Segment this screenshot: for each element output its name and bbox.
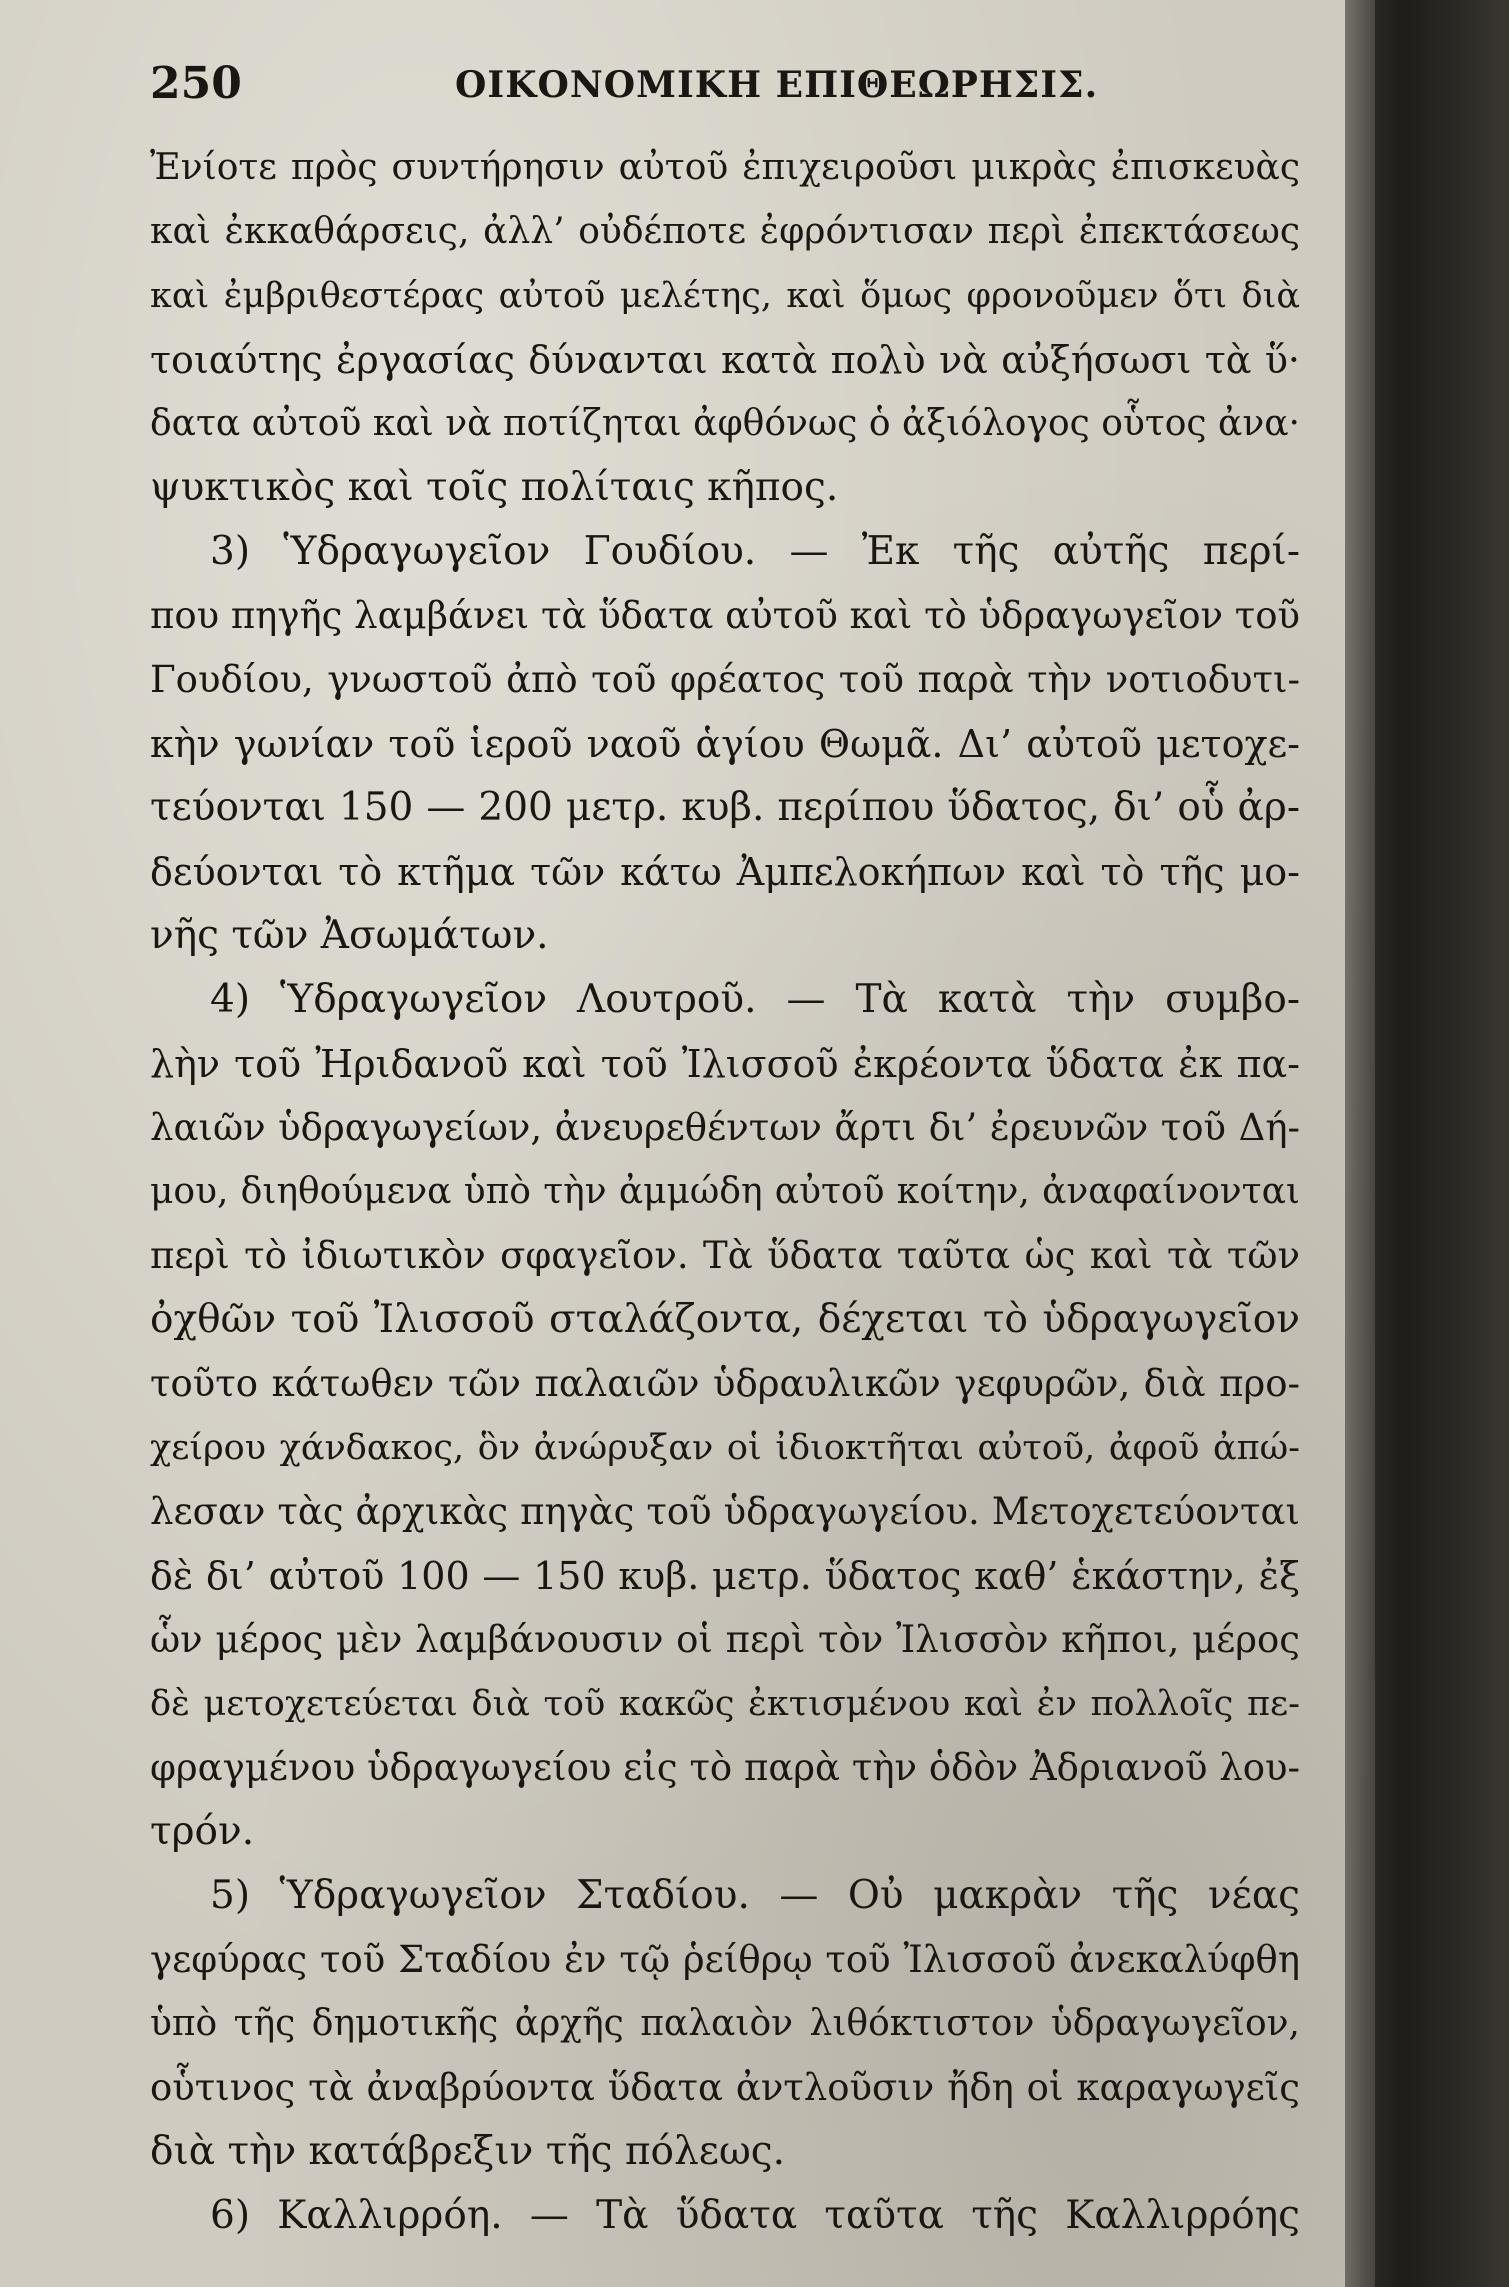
book-gutter-shadow [1345,0,1509,2287]
text-line: περὶ τὸ ἰδιωτικὸν σφαγεῖον. Τὰ ὕδατα ταῦτα ὡς καὶ τὰ τῶν [150,1234,1300,1277]
text-line: χείρου χάνδακος, ὃν ἀνώρυξαν οἱ ἰδιοκτῆται αὐτοῦ, ἀφοῦ ἀπώ- [150,1428,1300,1468]
page-number: 250 [150,58,242,109]
text-line: λὴν τοῦ Ἠριδανοῦ καὶ τοῦ Ἰλισσοῦ ἐκρέοντα ὕδατα ἐκ πα- [150,1042,1300,1086]
section-heading-line: 6) Καλλιρρόη. — Τὰ ὕδατα ταῦτα τῆς Καλλιρρόης [210,2193,1300,2238]
text-line: λεσαν τὰς ἀρχικὰς πηγὰς τοῦ ὑδραγωγείου. Μετοχετεύονται [150,1490,1300,1533]
text-line: φραγμένου ὑδραγωγείου εἰς τὸ παρὰ τὴν ὁδὸν Ἀδριανοῦ λου- [150,1746,1300,1789]
text-line: δὲ δι’ αὐτοῦ 100 — 150 κυβ. μετρ. ὕδατος καθ’ ἑκάστην, ἐξ [150,1554,1300,1598]
text-line: ὀχθῶν τοῦ Ἰλισσοῦ σταλάζοντα, δέχεται τὸ ὑδραγωγεῖον [150,1297,1300,1342]
text-line: διὰ τὴν κατάβρεξιν τῆς πόλεως. [150,2129,785,2174]
text-line: ὑπὸ τῆς δημοτικῆς ἀρχῆς παλαιὸν λιθόκτιστον ὑδραγωγεῖον, [150,2003,1300,2044]
text-line: μου, διηθούμενα ὑπὸ τὴν ἀμμώδη αὐτοῦ κοίτην, ἀναφαίνονται [150,1171,1300,1212]
text-line: δατα αὐτοῦ καὶ νὰ ποτίζηται ἀφθόνως ὁ ἀξιόλογος οὗτος ἀνα· [150,403,1300,444]
text-line: που πηγῆς λαμβάνει τὰ ὕδατα αὐτοῦ καὶ τὸ ὑδραγωγεῖον τοῦ [150,594,1300,637]
text-line: Ἐνίοτε πρὸς συντήρησιν αὐτοῦ ἐπιχειροῦσι μικρὰς ἐπισκευὰς [150,147,1300,188]
text-line: τοῦτο κάτωθεν τῶν παλαιῶν ὑδραυλικῶν γεφυρῶν, διὰ προ- [150,1362,1300,1405]
body-text [150,136,1300,2248]
text-line: καὶ ἐμβριθεστέρας αὐτοῦ μελέτης, καὶ ὅμως φρονοῦμεν ὅτι διὰ [150,276,1300,316]
section-heading-line: 4) Ὑδραγωγεῖον Λουτροῦ. — Τὰ κατὰ τὴν συμβο- [210,977,1300,1022]
text-line: ὧν μέρος μὲν λαμβάνουσιν οἱ περὶ τὸν Ἰλισσὸν κῆποι, μέρος [150,1618,1300,1661]
text-line: κὴν γωνίαν τοῦ ἱεροῦ ναοῦ ἁγίου Θωμᾶ. Δι’ αὐτοῦ μετοχε- [150,722,1300,766]
page-header [150,58,1300,118]
text-line: καὶ ἐκκαθάρσεις, ἀλλ’ οὐδέποτε ἐφρόντισαν περὶ ἐπεκτάσεως [150,211,1300,252]
text-line: λαιῶν ὑδραγωγείων, ἀνευρεθέντων ἄρτι δι’ ἐρευνῶν τοῦ Δή- [150,1106,1300,1149]
text-line: τοιαύτης ἐργασίας δύνανται κατὰ πολὺ νὰ αὐξήσωσι τὰ ὕ· [150,338,1300,382]
text-line: ψυκτικὸς καὶ τοῖς πολίταις κῆπος. [150,465,839,510]
text-line: Γουδίου, γνωστοῦ ἀπὸ τοῦ φρέατος τοῦ παρὰ τὴν νοτιοδυτι- [150,658,1300,701]
running-title: ΟΙΚΟΝΟΜΙΚΗ ΕΠΙΘΕΩΡΗΣΙΣ. [455,64,1099,106]
text-line: δεύονται τὸ κτῆμα τῶν κάτω Ἀμπελοκήπων καὶ τὸ τῆς μο- [150,850,1300,894]
text-line: τρόν. [150,1809,255,1854]
text-line: γεφύρας τοῦ Σταδίου ἐν τῷ ῥείθρῳ τοῦ Ἰλισσοῦ ἀνεκαλύφθη [150,1938,1300,1981]
text-line: τεύονται 150 — 200 μετρ. κυβ. περίπου ὕδατος, δι’ οὗ ἀρ- [150,785,1300,830]
section-heading-line: 3) Ὑδραγωγεῖον Γουδίου. — Ἐκ τῆς αὐτῆς περί- [210,529,1300,574]
section-heading-line: 5) Ὑδραγωγεῖον Σταδίου. — Οὐ μακρὰν τῆς νέας [210,1873,1300,1918]
text-line: οὗτινος τὰ ἀναβρύοντα ὕδατα ἀντλοῦσιν ἤδη οἱ καραγωγεῖς [150,2066,1300,2109]
text-line: νῆς τῶν Ἀσωμάτων. [150,913,549,958]
text-line: δὲ μετοχετεύεται διὰ τοῦ κακῶς ἐκτισμένου καὶ ἐν πολλοῖς πε- [150,1684,1300,1724]
